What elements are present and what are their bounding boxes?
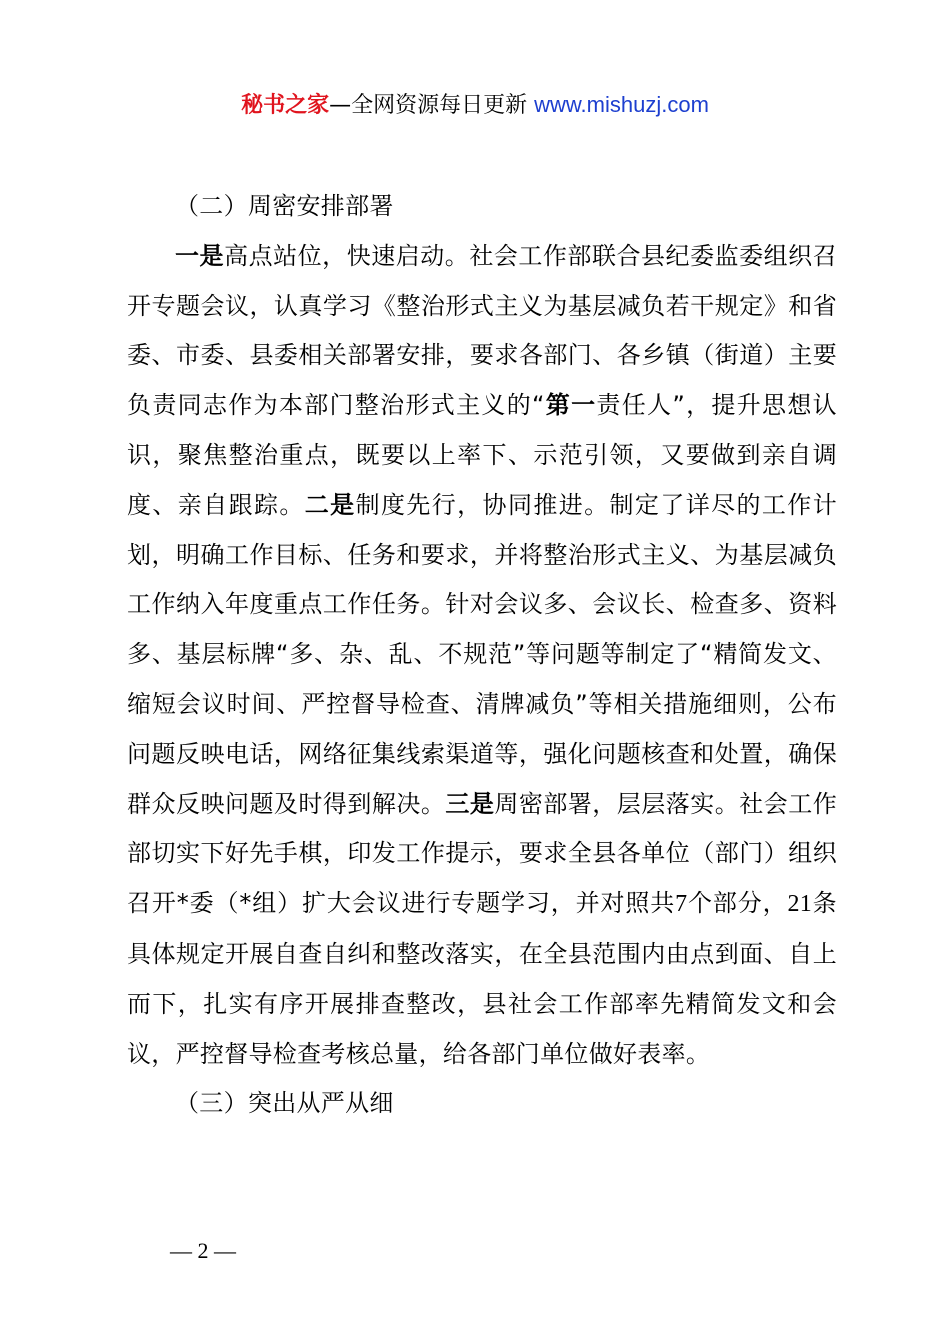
point-2-text: 制度先行，协同推进。制定了详尽的工作计划，明确工作目标、任务和要求，并将整治形式主义、为基层减负工作纳入年度重点工作任务。针对会议多、会议长、检查多、资料多、基层标牌“多、杂、乱、不规范”等问题等制定了“精简发文、缩短会议时间、严控督导检查、清牌减负”等相关措施细则，公布问题反映电话，网络征集线索渠道等，强化问题核查和处置，确保群众反映问题及时得到解决。 (127, 490, 837, 818)
point-1-label: 一是 (175, 241, 225, 270)
document-body (127, 182, 837, 1129)
point-1-text: 高点站位，快速启动。社会工作部联合县纪委监委组织召开专题会议，认真学习《整治形式主义为基层减负若干规定》和省委、市委、县委相关部署安排，要求各部门、各乡镇（街道）主要负责同志作为本部门整治形式主义的“ (127, 241, 837, 420)
point-3-label: 三是 (445, 789, 495, 818)
rules-count: 21 (787, 891, 813, 918)
site-url-link[interactable]: www.mishuzj.com (534, 92, 709, 117)
section-heading-3: （三）突出从严从细 (175, 1089, 394, 1118)
parts-count: 7 (675, 891, 688, 918)
section-heading-2: （二）周密安排部署 (175, 192, 394, 220)
section-2-paragraph (127, 232, 837, 1080)
point-2-label: 二是 (304, 490, 356, 519)
brand-name: 秘书之家 (241, 93, 330, 118)
point-3-text-3: 条具体规定开展自查自纠和整改落实，在全县范围内由点到面、自上而下，扎实有序开展排查整改，县社会工作部率先精简发文和会议，严控督导检查考核总量，给各部门单位做好表率。 (127, 889, 837, 1068)
first-emphasis: 第一 (544, 391, 597, 420)
point-3-text-2: 个部分， (687, 889, 788, 918)
site-header (0, 88, 950, 123)
point-3-text: 周密部署，层层落实。社会工作部切实下好先手棋，印发工作提示，要求全县各单位（部门）组织召开*委（*组）扩大会议进行专题学习，并对照共 (127, 789, 837, 918)
point-1-text-cont: 责任人”，提升思想认识，聚焦整治重点，既要以上率下、示范引领，又要做到亲自调度、亲自跟踪。 (127, 391, 837, 519)
page-number: — 2 — (170, 1238, 236, 1263)
header-tagline: —全网资源每日更新 (329, 93, 535, 118)
